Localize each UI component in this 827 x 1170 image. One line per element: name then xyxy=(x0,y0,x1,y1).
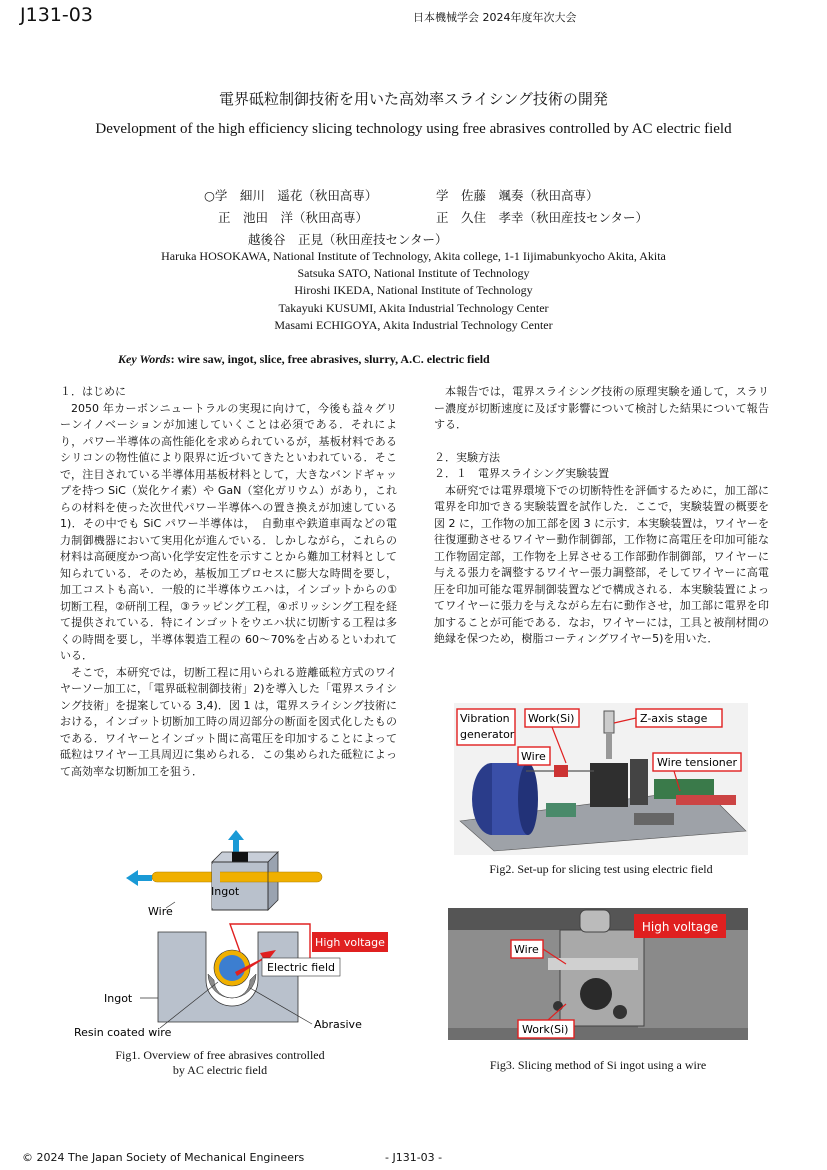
keywords-label: Key Words xyxy=(118,352,171,366)
label-vibration: Vibration xyxy=(460,712,510,725)
label-abrasive: Abrasive xyxy=(314,1018,362,1031)
author-echigoya: 越後谷 正見（秋田産技センター） xyxy=(248,232,448,247)
label-electric-field: Electric field xyxy=(267,961,335,974)
affiliation-line: Hiroshi IKEDA, National Institute of Technology xyxy=(294,283,533,297)
fig1-diagram xyxy=(74,822,400,1047)
affiliation-line: Takayuki KUSUMI, Akita Industrial Technology Center xyxy=(278,301,549,315)
footer-copyright: © 2024 The Japan Society of Mechanical Engineers xyxy=(22,1151,305,1164)
paragraph: 本報告では，電界スライシング技術の原理実験を通して，スラリー濃度が切断速度に及ぼす影響について検討した結果について報告する． xyxy=(434,385,769,431)
affiliation-line: Masami ECHIGOYA, Akita Industrial Technology Center xyxy=(274,318,553,332)
paragraph: 2050 年カーボンニュートラルの実現に向けて，今後も益々グリーンイノベーションが加速していくことは必須である．それにより，パワー半導体の高性能化を求められているが，基板材料であるシリコンの物性値により限界に近づいてきたといわれている．そこで，注目されている半導体用基板材料として，大きなバンドギャップを持つ SiC（炭化ケイ素）や GaN（窒化ガリウム）があり，これらの材料を使った次世代パワー半導体への置き換えが加速している 1)．その中でも SiC パワー半導体は， 自動車や鉄道車両などの電力制御機器において実用化が進んでいる．しかしながら，これらの材料は高硬度かつ高い化学安定性を示すことから難加工材料として知られている．そのため，基板加工プロセスに膨大な時間を要し，加工コストも高い．一般的に半導体ウエハは，インゴットからの①切断工程，②研削工程，③ラッピング工程，④ポリッシング工程を経て提供されている．特にインゴットをウエハ状に切断する工程は多くの時間を要し，半導体製造工程の 60〜70%を占めるといわれている． xyxy=(60,401,397,662)
author-ikeda: 正 池田 洋（秋田高専） xyxy=(218,210,369,225)
label-work-si: Work(Si) xyxy=(522,1023,569,1036)
fig3-caption: Fig3. Slicing method of Si ingot using a wire xyxy=(489,1058,707,1072)
label-generator: generator xyxy=(460,728,515,741)
affiliation-line: Haruka HOSOKAWA, National Institute of Technology, Akita college, 1-1 Iijimabunkyocho Akita, Akita xyxy=(161,249,666,263)
title-english: Development of the high efficiency slicing technology using free abrasives controlled by AC electric field xyxy=(95,121,732,137)
keywords xyxy=(118,352,490,367)
fig3-photo xyxy=(448,908,748,1040)
work-stage xyxy=(590,763,628,807)
author-kusumi: 正 久住 孝幸（秋田産技センター） xyxy=(436,210,649,225)
label-work-si: Work(Si) xyxy=(528,712,575,725)
paper-id: J131-03 xyxy=(20,4,93,26)
paragraph: そこで，本研究では，切断工程に用いられる遊離砥粒方式のワイヤーソー加工に，「電界砥粒制御技術」2)を導入した「電界スライシング技術」を提案している 3,4)．図 1 は，電界スライシング技術における，インゴット切断加工時の周辺部分の断面を図式化したものである．ワイヤーとインゴット間に高電圧を印加することによって砥粒はワイヤー工具周辺に集められる．この集められた砥粒によって高効率な切断加工を狙う． xyxy=(60,665,397,778)
wire-core xyxy=(219,955,245,981)
section-heading-intro: １．はじめに xyxy=(60,385,126,398)
footer-page-number: - J131-03 - xyxy=(385,1151,443,1164)
label-wire: Wire xyxy=(521,750,546,763)
label-high-voltage: High voltage xyxy=(641,920,719,934)
paragraph: 本研究では電界環境下での切断特性を評価するために，加工部に電界を印加できる実験装置を試作した．ここで，実験装置の概要を図 2 に，工作物の加工部を図 3 に示す．本実験装置は，ワイヤーを往復運動させるワイヤー動作制御部，工作物に高電圧を印加可能な工作物固定部，工作物を上昇させる工作部動作制御部，ワイヤーに与える張力を調整するワイヤー張力調整部，そしてワイヤーに高電圧を印加可能な電界制御装置などで構成される．本実験装置によってワイヤーに張力を与えながら左右に動作させ，加工部に電界を印加することが可能である．なお，ワイヤーには，工具と被削材間の絶縁を保つため，樹脂コーティングワイヤー5)を用いた． xyxy=(434,483,769,645)
subsection-heading-apparatus: ２．１ 電界スライシング実験装置 xyxy=(434,467,610,480)
section-heading-method: ２．実験方法 xyxy=(434,450,500,464)
fig2-photo xyxy=(454,703,748,855)
affiliation-line: Satsuka SATO, National Institute of Technology xyxy=(297,266,530,280)
fig1-caption xyxy=(100,1048,340,1078)
label-resin-coated-wire: Resin coated wire xyxy=(74,1026,172,1039)
label-z-axis-stage: Z-axis stage xyxy=(640,712,708,725)
left-column xyxy=(60,384,397,780)
keywords-values: : wire saw, ingot, slice, free abrasives, slurry, A.C. electric field xyxy=(170,352,490,366)
fig2-caption: Fig2. Set-up for slicing test using electric field xyxy=(489,862,713,876)
arrow-up-icon xyxy=(228,830,244,852)
label-wire: Wire xyxy=(514,943,539,956)
wire-section xyxy=(580,978,612,1010)
label-wire-tensioner: Wire tensioner xyxy=(657,756,738,769)
label-wire: Wire xyxy=(148,905,173,918)
work-holder xyxy=(560,930,644,1026)
fig1-caption-line: Fig1. Overview of free abrasives controlled xyxy=(115,1048,325,1062)
label-ingot-top: Ingot xyxy=(211,885,240,898)
conference-name: 日本機械学会 2024年度年次大会 xyxy=(413,11,577,24)
label-ingot-bottom: Ingot xyxy=(104,992,133,1005)
wire-rod xyxy=(152,872,322,882)
right-column xyxy=(434,384,769,648)
title-japanese: 電界砥粒制御技術を用いた高効率スライシング技術の開発 xyxy=(219,90,608,108)
fig1-caption-line: by AC electric field xyxy=(172,1063,268,1077)
arrow-left-icon xyxy=(126,870,152,886)
author-sato: 学 佐藤 颯奏（秋田高専） xyxy=(436,188,599,203)
author-hosokawa: ○学 細川 遥花（秋田高専） xyxy=(204,188,378,203)
label-high-voltage: High voltage xyxy=(315,936,385,949)
